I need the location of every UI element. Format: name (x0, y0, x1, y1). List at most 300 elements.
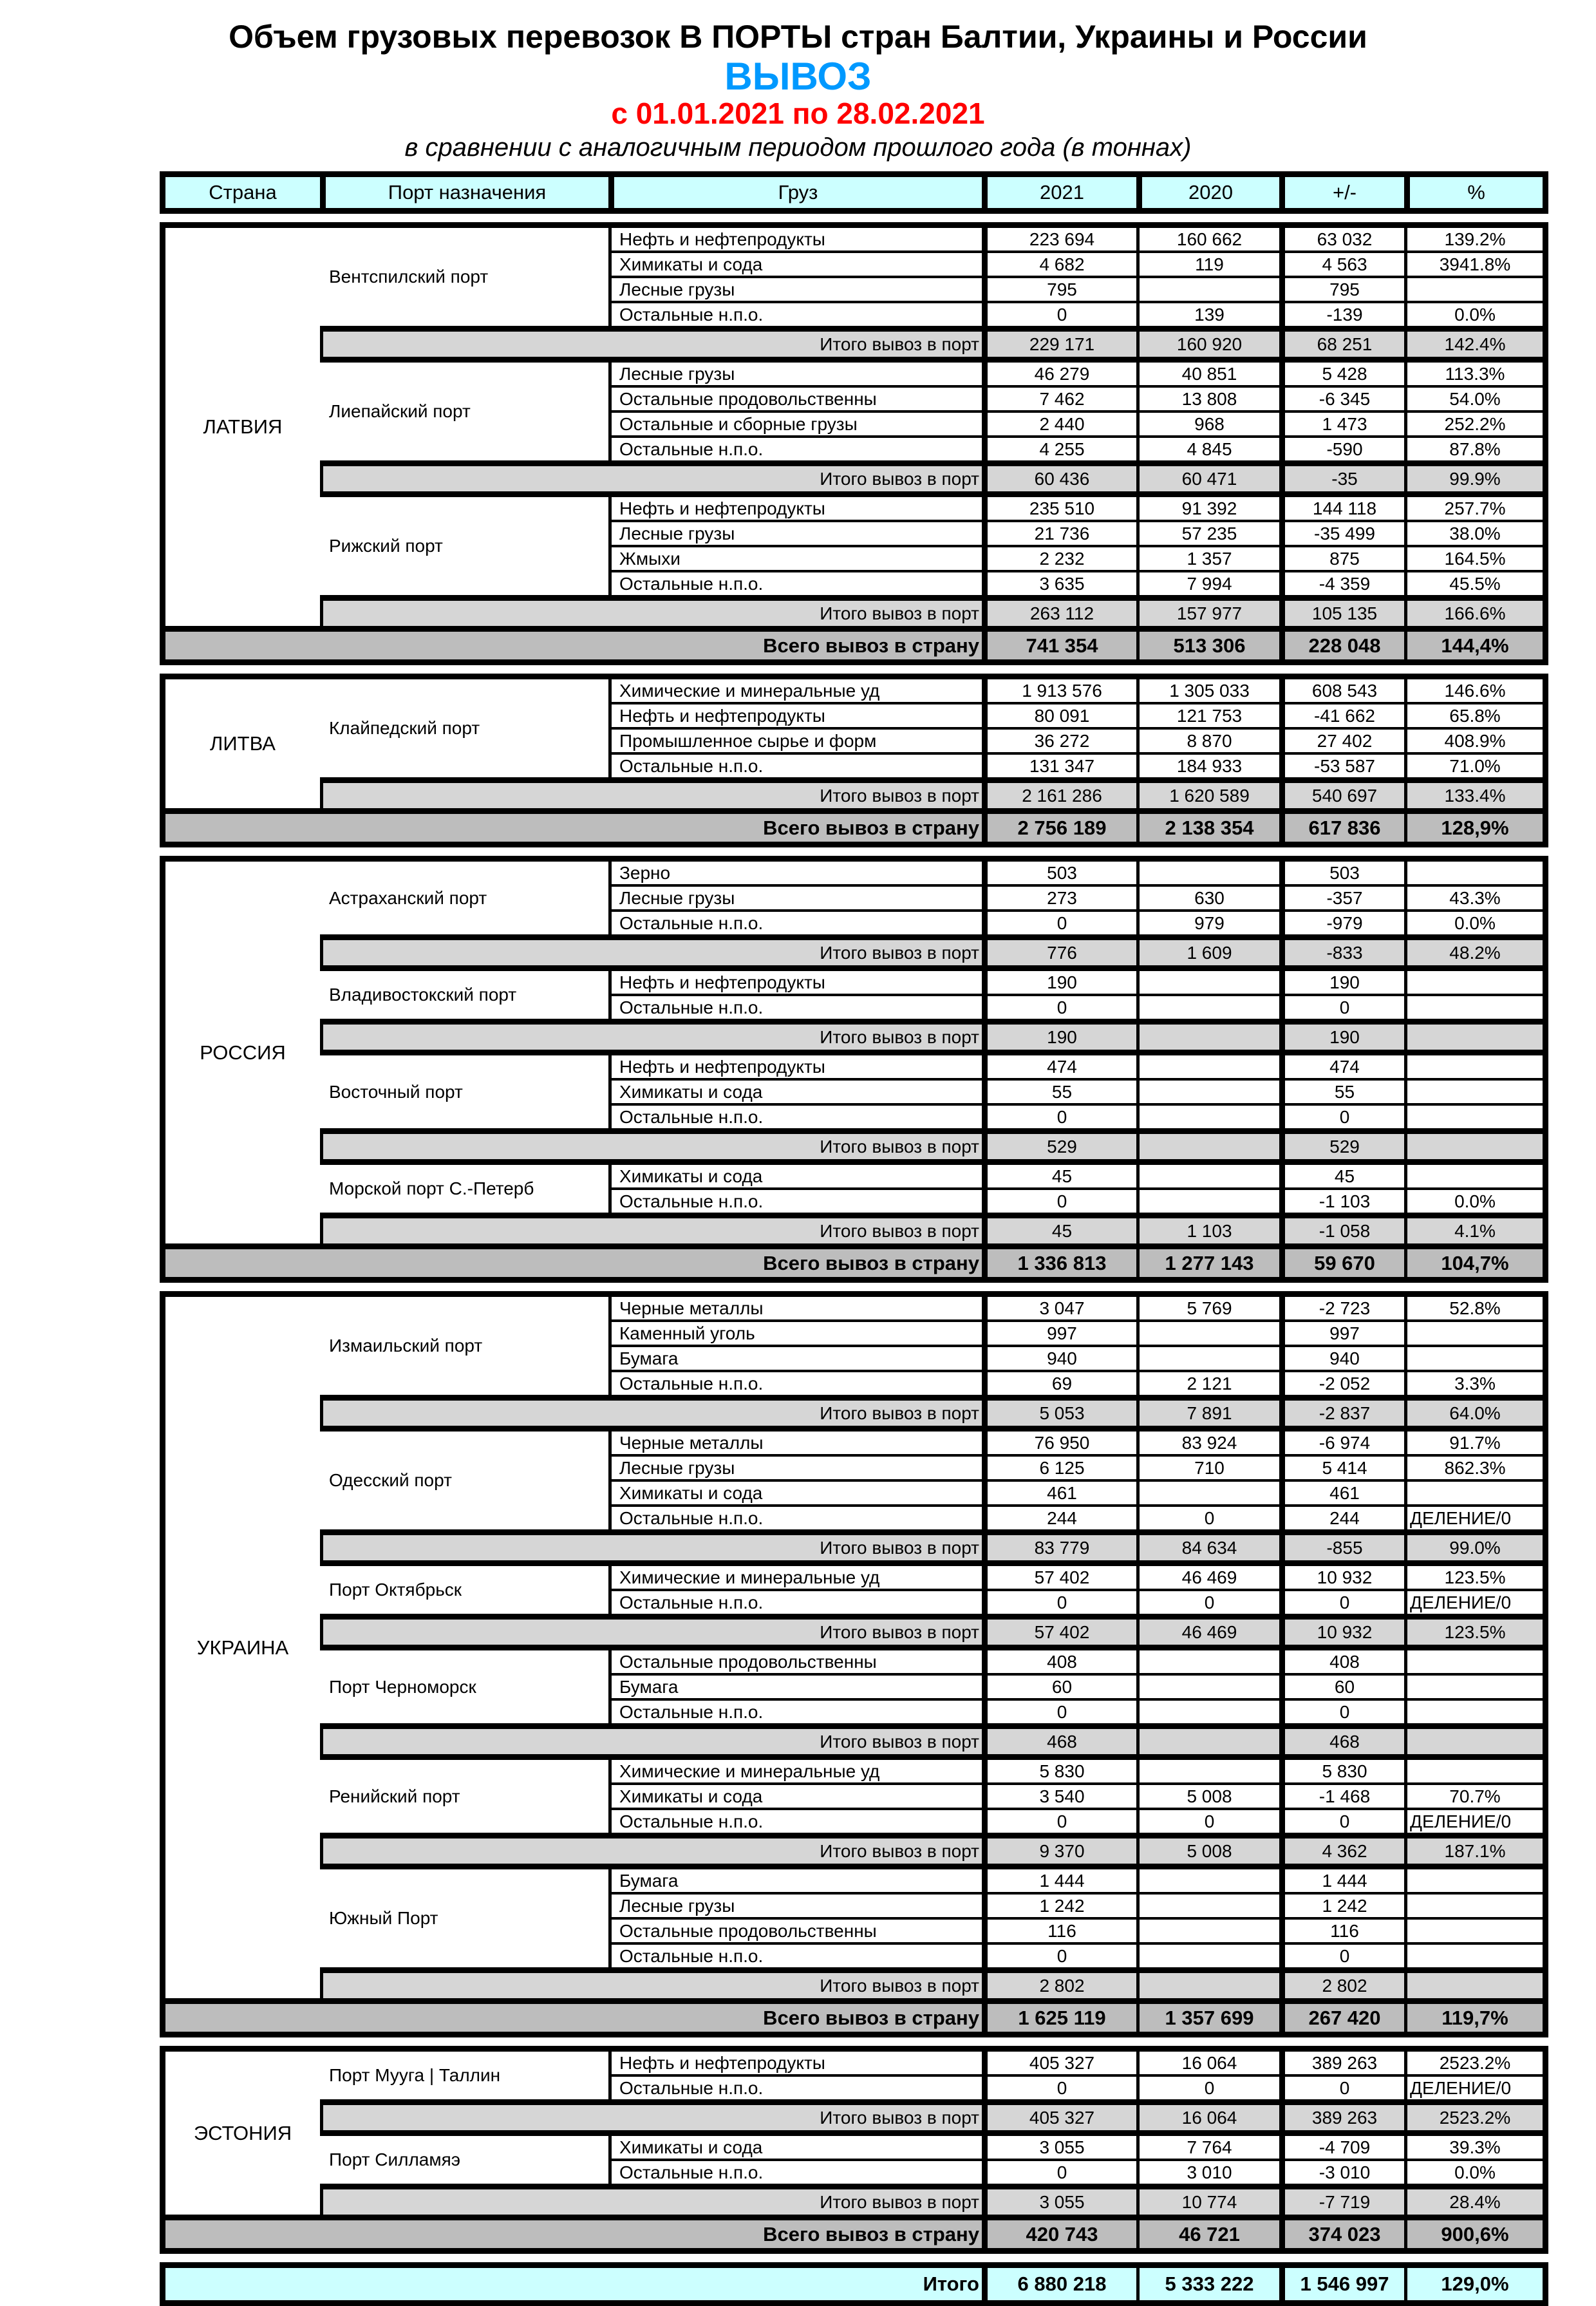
port-total-label: Итого вывоз в порт (320, 2189, 982, 2215)
port-total-2021: 529 (982, 1134, 1136, 1159)
value-2021-cell: 0 (982, 996, 1136, 1019)
port-cell: Измаильский порт (329, 1336, 483, 1356)
percent-cell: 252.2% (1404, 413, 1543, 435)
country-cell: РОССИЯ (200, 1041, 286, 1064)
header-cell-3: Груз (608, 177, 982, 208)
cargo-label-cell: Химикаты и сода (608, 1785, 982, 1808)
value-2020-cell (1136, 1676, 1279, 1698)
cargo-label-cell: Остальные и сборные грузы (608, 413, 982, 435)
country-total-2020: 513 306 (1136, 632, 1279, 659)
header-cell-2: Порт назначения (320, 177, 608, 208)
diff-cell: 0 (1279, 1106, 1404, 1128)
period-label: с 01.01.2021 по 28.02.2021 (611, 97, 985, 130)
port-total-2021: 9 370 (982, 1838, 1136, 1864)
diff-cell: 997 (1279, 1322, 1404, 1345)
row-separator (320, 357, 1543, 363)
port-total-2021: 468 (982, 1729, 1136, 1754)
value-2020-cell: 5 769 (1136, 1297, 1279, 1319)
diff-cell: -4 709 (1279, 2136, 1404, 2159)
value-2020-cell: 57 235 (1136, 522, 1279, 545)
value-2020-cell (1136, 1081, 1279, 1103)
diff-cell: -41 662 (1279, 704, 1404, 727)
percent-cell: 87.8% (1404, 438, 1543, 460)
cargo-label-cell: Остальные н.п.о. (608, 1106, 982, 1128)
value-2020-cell (1136, 1895, 1279, 1917)
country-total-2020: 46 721 (1136, 2220, 1279, 2248)
cargo-label-cell: Химикаты и сода (608, 2136, 982, 2159)
port-total-label: Итого вывоз в порт (320, 1134, 982, 1159)
value-2020-cell (1136, 278, 1279, 301)
port-cell: Клайпедский порт (329, 718, 480, 739)
country-total-percent: 119,7% (1404, 2004, 1543, 2032)
value-2020-cell: 0 (1136, 1810, 1279, 1833)
cargo-label-cell: Остальные н.п.о. (608, 1945, 982, 1967)
port-total-2020 (1136, 1973, 1279, 1998)
percent-cell: ДЕЛЕНИЕ/0 (1404, 1507, 1543, 1529)
value-2021-cell: 45 (982, 1165, 1136, 1187)
table-header-row (160, 171, 1548, 214)
country-total-label: Всего вывоз в страну (165, 2220, 982, 2248)
cargo-label-cell: Химические и минеральные уд (608, 679, 982, 702)
diff-cell: 116 (1279, 1920, 1404, 1942)
country-total-diff: 617 836 (1279, 814, 1404, 842)
header-cell-5: 2020 (1136, 177, 1279, 208)
diff-cell: 63 032 (1279, 228, 1404, 250)
value-2020-cell: 83 924 (1136, 1432, 1279, 1454)
percent-cell: 408.9% (1404, 730, 1543, 752)
port-total-2020: 16 064 (1136, 2105, 1279, 2130)
value-2021-cell: 60 (982, 1676, 1136, 1698)
diff-cell: 190 (1279, 971, 1404, 994)
percent-cell: 71.0% (1404, 755, 1543, 777)
country-total-separator (165, 1998, 1543, 2004)
report-header (0, 0, 1596, 161)
value-2021-cell: 3 635 (982, 572, 1136, 595)
cargo-label-cell: Промышленное сырье и форм (608, 730, 982, 752)
port-cell: Астраханский порт (329, 887, 487, 908)
cargo-label-cell: Остальные н.п.о. (608, 572, 982, 595)
diff-cell: -2 723 (1279, 1297, 1404, 1319)
percent-cell (1404, 862, 1543, 884)
value-2021-cell: 76 950 (982, 1432, 1136, 1454)
country-total-diff: 374 023 (1279, 2220, 1404, 2248)
country-total-label: Всего вывоз в страну (165, 814, 982, 842)
port-total-label: Итого вывоз в порт (320, 783, 982, 808)
value-2021-cell: 223 694 (982, 228, 1136, 250)
port-total-2020: 7 891 (1136, 1401, 1279, 1426)
country-total-diff: 228 048 (1279, 632, 1404, 659)
value-2021-cell: 55 (982, 1081, 1136, 1103)
row-separator (320, 2099, 1543, 2105)
grand-total-row (160, 2262, 1548, 2306)
value-2020-cell: 0 (1136, 1507, 1279, 1529)
diff-cell: -3 010 (1279, 2161, 1404, 2184)
country-total-2021: 741 354 (982, 632, 1136, 659)
country-total-2021: 420 743 (982, 2220, 1136, 2248)
cargo-label-cell: Остальные продовольственны (608, 1920, 982, 1942)
value-2021-cell: 0 (982, 912, 1136, 934)
country-total-2020: 1 277 143 (1136, 1249, 1279, 1277)
grand-total-label: Итого (165, 2268, 982, 2300)
value-2021-cell: 46 279 (982, 363, 1136, 385)
port-total-label: Итого вывоз в порт (320, 2105, 982, 2130)
percent-cell: 43.3% (1404, 887, 1543, 909)
cargo-label-cell: Бумага (608, 1347, 982, 1370)
cargo-label-cell: Остальные н.п.о. (608, 755, 982, 777)
diff-cell: 144 118 (1279, 497, 1404, 520)
diff-cell: -357 (1279, 887, 1404, 909)
value-2021-cell: 2 232 (982, 547, 1136, 570)
port-total-diff: 4 362 (1279, 1838, 1404, 1864)
port-total-percent: 28.4% (1404, 2189, 1543, 2215)
diff-cell: 4 563 (1279, 253, 1404, 276)
percent-cell: 0.0% (1404, 1190, 1543, 1213)
value-2021-cell: 3 047 (982, 1297, 1136, 1319)
value-2020-cell: 7 764 (1136, 2136, 1279, 2159)
port-total-diff: 468 (1279, 1729, 1404, 1754)
diff-cell: 244 (1279, 1507, 1404, 1529)
port-total-label: Итого вывоз в порт (320, 332, 982, 357)
port-total-percent: 48.2% (1404, 940, 1543, 965)
port-total-2020: 160 920 (1136, 332, 1279, 357)
value-2020-cell: 16 064 (1136, 2052, 1279, 2074)
port-total-label: Итого вывоз в порт (320, 1729, 982, 1754)
port-total-2021: 45 (982, 1218, 1136, 1243)
cargo-label-cell: Лесные грузы (608, 278, 982, 301)
port-total-2020: 1 103 (1136, 1218, 1279, 1243)
cargo-label-cell: Остальные н.п.о. (608, 912, 982, 934)
percent-cell (1404, 278, 1543, 301)
diff-cell: 5 428 (1279, 363, 1404, 385)
value-2021-cell: 0 (982, 1591, 1136, 1614)
cargo-label-cell: Остальные н.п.о. (608, 1591, 982, 1614)
diff-cell: 0 (1279, 1945, 1404, 1967)
diff-cell: -1 103 (1279, 1190, 1404, 1213)
value-2020-cell: 91 392 (1136, 497, 1279, 520)
value-2021-cell: 0 (982, 303, 1136, 326)
port-total-diff: 68 251 (1279, 332, 1404, 357)
value-2021-cell: 0 (982, 1701, 1136, 1723)
cargo-label-cell: Черные металлы (608, 1297, 982, 1319)
value-2020-cell (1136, 971, 1279, 994)
value-2020-cell: 139 (1136, 303, 1279, 326)
diff-cell: 0 (1279, 2077, 1404, 2099)
value-2021-cell: 0 (982, 1810, 1136, 1833)
diff-cell: -2 052 (1279, 1372, 1404, 1395)
cargo-label-cell: Остальные н.п.о. (608, 1810, 982, 1833)
port-total-2021: 83 779 (982, 1535, 1136, 1560)
diff-cell: -4 359 (1279, 572, 1404, 595)
port-total-percent: 99.9% (1404, 466, 1543, 491)
value-2020-cell: 979 (1136, 912, 1279, 934)
port-total-diff: 10 932 (1279, 1620, 1404, 1645)
value-2020-cell: 119 (1136, 253, 1279, 276)
cargo-label-cell: Черные металлы (608, 1432, 982, 1454)
value-2021-cell: 0 (982, 2077, 1136, 2099)
diff-cell: 608 543 (1279, 679, 1404, 702)
country-total-separator (165, 626, 1543, 632)
value-2021-cell: 190 (982, 971, 1136, 994)
port-total-2021: 263 112 (982, 601, 1136, 626)
row-separator (320, 1723, 1543, 1729)
port-total-label: Итого вывоз в порт (320, 466, 982, 491)
cargo-label-cell: Нефть и нефтепродукты (608, 497, 982, 520)
percent-cell (1404, 1081, 1543, 1103)
diff-cell: 1 473 (1279, 413, 1404, 435)
country-cell: ЛАТВИЯ (203, 415, 283, 439)
country-block (160, 1291, 1548, 2037)
row-separator (320, 1864, 1543, 1869)
value-2020-cell: 8 870 (1136, 730, 1279, 752)
port-total-diff: 540 697 (1279, 783, 1404, 808)
country-total-2021: 1 336 813 (982, 1249, 1136, 1277)
cargo-label-cell: Остальные н.п.о. (608, 2077, 982, 2099)
diff-cell: 45 (1279, 1165, 1404, 1187)
percent-cell: ДЕЛЕНИЕ/0 (1404, 1810, 1543, 1833)
value-2020-cell (1136, 1945, 1279, 1967)
percent-cell: 0.0% (1404, 303, 1543, 326)
diff-cell: 5 414 (1279, 1457, 1404, 1479)
data-table (160, 171, 1548, 2306)
diff-cell: 10 932 (1279, 1566, 1404, 1589)
cargo-label-cell: Химикаты и сода (608, 1482, 982, 1504)
port-total-2021: 2 161 286 (982, 783, 1136, 808)
value-2021-cell: 461 (982, 1482, 1136, 1504)
row-separator (320, 1529, 1543, 1535)
country-total-separator (165, 808, 1543, 814)
value-2020-cell: 0 (1136, 1591, 1279, 1614)
port-cell: Владивостокский порт (329, 985, 517, 1005)
value-2020-cell (1136, 1760, 1279, 1782)
percent-cell: 70.7% (1404, 1785, 1543, 1808)
diff-cell: 389 263 (1279, 2052, 1404, 2074)
row-separator (320, 1019, 1543, 1025)
grand-total-2020: 5 333 222 (1136, 2268, 1279, 2300)
cargo-label-cell: Остальные н.п.о. (608, 1507, 982, 1529)
value-2020-cell: 2 121 (1136, 1372, 1279, 1395)
value-2021-cell: 940 (982, 1347, 1136, 1370)
percent-cell (1404, 1920, 1543, 1942)
country-total-label: Всего вывоз в страну (165, 2004, 982, 2032)
cargo-label-cell: Химикаты и сода (608, 253, 982, 276)
percent-cell: 2523.2% (1404, 2052, 1543, 2074)
value-2021-cell: 273 (982, 887, 1136, 909)
percent-cell: ДЕЛЕНИЕ/0 (1404, 2077, 1543, 2099)
diff-cell: -6 345 (1279, 388, 1404, 410)
cargo-label-cell: Бумага (608, 1676, 982, 1698)
port-total-percent: 187.1% (1404, 1838, 1543, 1864)
percent-cell (1404, 1650, 1543, 1673)
value-2021-cell: 7 462 (982, 388, 1136, 410)
value-2020-cell: 7 994 (1136, 572, 1279, 595)
country-total-percent: 900,6% (1404, 2220, 1543, 2248)
value-2020-cell: 13 808 (1136, 388, 1279, 410)
row-separator (320, 1213, 1543, 1218)
value-2021-cell: 405 327 (982, 2052, 1136, 2074)
value-2020-cell: 3 010 (1136, 2161, 1279, 2184)
row-separator (320, 595, 1543, 601)
row-separator (320, 1159, 1543, 1165)
percent-cell (1404, 1347, 1543, 1370)
cargo-label-cell: Химикаты и сода (608, 1165, 982, 1187)
value-2020-cell (1136, 1869, 1279, 1892)
port-total-2020: 1 609 (1136, 940, 1279, 965)
port-total-2020 (1136, 1729, 1279, 1754)
diff-cell: -979 (1279, 912, 1404, 934)
row-separator (320, 1050, 1543, 1055)
port-total-2020: 157 977 (1136, 601, 1279, 626)
percent-cell (1404, 996, 1543, 1019)
grand-total-2021: 6 880 218 (982, 2268, 1136, 2300)
value-2020-cell (1136, 1190, 1279, 1213)
header-cell-6: +/- (1279, 177, 1404, 208)
diff-cell: 940 (1279, 1347, 1404, 1370)
header-cell-4: 2021 (982, 177, 1136, 208)
country-total-label: Всего вывоз в страну (165, 632, 982, 659)
percent-cell (1404, 971, 1543, 994)
percent-cell (1404, 1760, 1543, 1782)
port-total-label: Итого вывоз в порт (320, 1973, 982, 1998)
percent-cell: 45.5% (1404, 572, 1543, 595)
diff-cell: 27 402 (1279, 730, 1404, 752)
value-2021-cell: 4 682 (982, 253, 1136, 276)
port-cell: Южный Порт (329, 1908, 438, 1929)
port-total-label: Итого вывоз в порт (320, 601, 982, 626)
country-block (160, 222, 1548, 665)
value-2021-cell: 1 913 576 (982, 679, 1136, 702)
grand-total-percent: 129,0% (1404, 2268, 1543, 2300)
country-total-percent: 144,4% (1404, 632, 1543, 659)
port-cell: Рижский порт (329, 536, 443, 556)
port-total-percent (1404, 1025, 1543, 1050)
percent-cell (1404, 1165, 1543, 1187)
value-2021-cell: 1 242 (982, 1895, 1136, 1917)
value-2020-cell: 160 662 (1136, 228, 1279, 250)
port-cell: Порт Октябрьск (329, 1580, 462, 1600)
country-total-percent: 104,7% (1404, 1249, 1543, 1277)
value-2021-cell: 0 (982, 1945, 1136, 1967)
diff-cell: 408 (1279, 1650, 1404, 1673)
country-total-diff: 267 420 (1279, 2004, 1404, 2032)
port-total-2020: 46 469 (1136, 1620, 1279, 1645)
value-2021-cell: 116 (982, 1920, 1136, 1942)
cargo-label-cell: Остальные н.п.о. (608, 1190, 982, 1213)
diff-cell: -139 (1279, 303, 1404, 326)
port-total-percent (1404, 1729, 1543, 1754)
port-total-2021: 229 171 (982, 332, 1136, 357)
row-separator (320, 1560, 1543, 1566)
country-cell: ЭСТОНИЯ (193, 2121, 292, 2144)
cargo-label-cell: Бумага (608, 1869, 982, 1892)
port-total-2020: 84 634 (1136, 1535, 1279, 1560)
row-separator (320, 1614, 1543, 1620)
header-cell-7: % (1404, 177, 1543, 208)
cargo-label-cell: Нефть и нефтепродукты (608, 2052, 982, 2074)
port-total-2020: 1 620 589 (1136, 783, 1279, 808)
port-total-diff: 190 (1279, 1025, 1404, 1050)
port-cell: Одесский порт (329, 1470, 452, 1491)
diff-cell: 1 444 (1279, 1869, 1404, 1892)
country-total-2020: 1 357 699 (1136, 2004, 1279, 2032)
port-total-label: Итого вывоз в порт (320, 940, 982, 965)
row-separator (320, 934, 1543, 940)
cargo-label-cell: Остальные н.п.о. (608, 996, 982, 1019)
value-2020-cell (1136, 1347, 1279, 1370)
port-total-label: Итого вывоз в порт (320, 1620, 982, 1645)
port-total-2020 (1136, 1134, 1279, 1159)
value-2021-cell: 69 (982, 1372, 1136, 1395)
diff-cell: -590 (1279, 438, 1404, 460)
country-cell: ЛИТВА (210, 732, 276, 755)
diff-cell: 5 830 (1279, 1760, 1404, 1782)
cargo-label-cell: Остальные н.п.о. (608, 1701, 982, 1723)
value-2020-cell: 4 845 (1136, 438, 1279, 460)
direction-label: ВЫВОЗ (724, 55, 872, 98)
port-cell: Порт Силламяэ (329, 2150, 461, 2170)
row-separator (320, 491, 1543, 497)
value-2021-cell: 2 440 (982, 413, 1136, 435)
port-total-percent: 4.1% (1404, 1218, 1543, 1243)
percent-cell: 91.7% (1404, 1432, 1543, 1454)
port-total-percent: 123.5% (1404, 1620, 1543, 1645)
port-total-2021: 60 436 (982, 466, 1136, 491)
diff-cell: 0 (1279, 1591, 1404, 1614)
value-2020-cell (1136, 862, 1279, 884)
value-2021-cell: 474 (982, 1055, 1136, 1078)
port-total-2021: 776 (982, 940, 1136, 965)
value-2020-cell (1136, 1920, 1279, 1942)
port-total-diff: -7 719 (1279, 2189, 1404, 2215)
diff-cell: 474 (1279, 1055, 1404, 1078)
port-total-percent (1404, 1973, 1543, 1998)
percent-cell: 38.0% (1404, 522, 1543, 545)
cargo-label-cell: Химические и минеральные уд (608, 1566, 982, 1589)
port-total-label: Итого вывоз в порт (320, 1401, 982, 1426)
port-total-label: Итого вывоз в порт (320, 1218, 982, 1243)
port-total-2020: 10 774 (1136, 2189, 1279, 2215)
row-separator (320, 1426, 1543, 1432)
diff-cell: -53 587 (1279, 755, 1404, 777)
percent-cell: 164.5% (1404, 547, 1543, 570)
value-2021-cell: 57 402 (982, 1566, 1136, 1589)
port-total-percent: 99.0% (1404, 1535, 1543, 1560)
row-separator (320, 2130, 1543, 2136)
value-2020-cell (1136, 1055, 1279, 1078)
value-2021-cell: 21 736 (982, 522, 1136, 545)
percent-cell: 54.0% (1404, 388, 1543, 410)
value-2021-cell: 4 255 (982, 438, 1136, 460)
page-title: Объем грузовых перевозок В ПОРТЫ стран Балтии, Украины и России (229, 19, 1367, 55)
port-total-percent: 2523.2% (1404, 2105, 1543, 2130)
port-total-2020: 60 471 (1136, 466, 1279, 491)
value-2021-cell: 0 (982, 1106, 1136, 1128)
value-2021-cell: 6 125 (982, 1457, 1136, 1479)
percent-cell (1404, 1322, 1543, 1345)
diff-cell: 795 (1279, 278, 1404, 301)
port-total-label: Итого вывоз в порт (320, 1025, 982, 1050)
row-separator (320, 2184, 1543, 2189)
port-total-2021: 190 (982, 1025, 1136, 1050)
cargo-label-cell: Остальные продовольственны (608, 388, 982, 410)
port-cell: Восточный порт (329, 1081, 463, 1102)
cargo-label-cell: Нефть и нефтепродукты (608, 704, 982, 727)
cargo-label-cell: Остальные н.п.о. (608, 438, 982, 460)
row-separator (320, 1754, 1543, 1760)
percent-cell: ДЕЛЕНИЕ/0 (1404, 1591, 1543, 1614)
value-2020-cell (1136, 996, 1279, 1019)
country-total-percent: 128,9% (1404, 814, 1543, 842)
value-2021-cell: 0 (982, 2161, 1136, 2184)
